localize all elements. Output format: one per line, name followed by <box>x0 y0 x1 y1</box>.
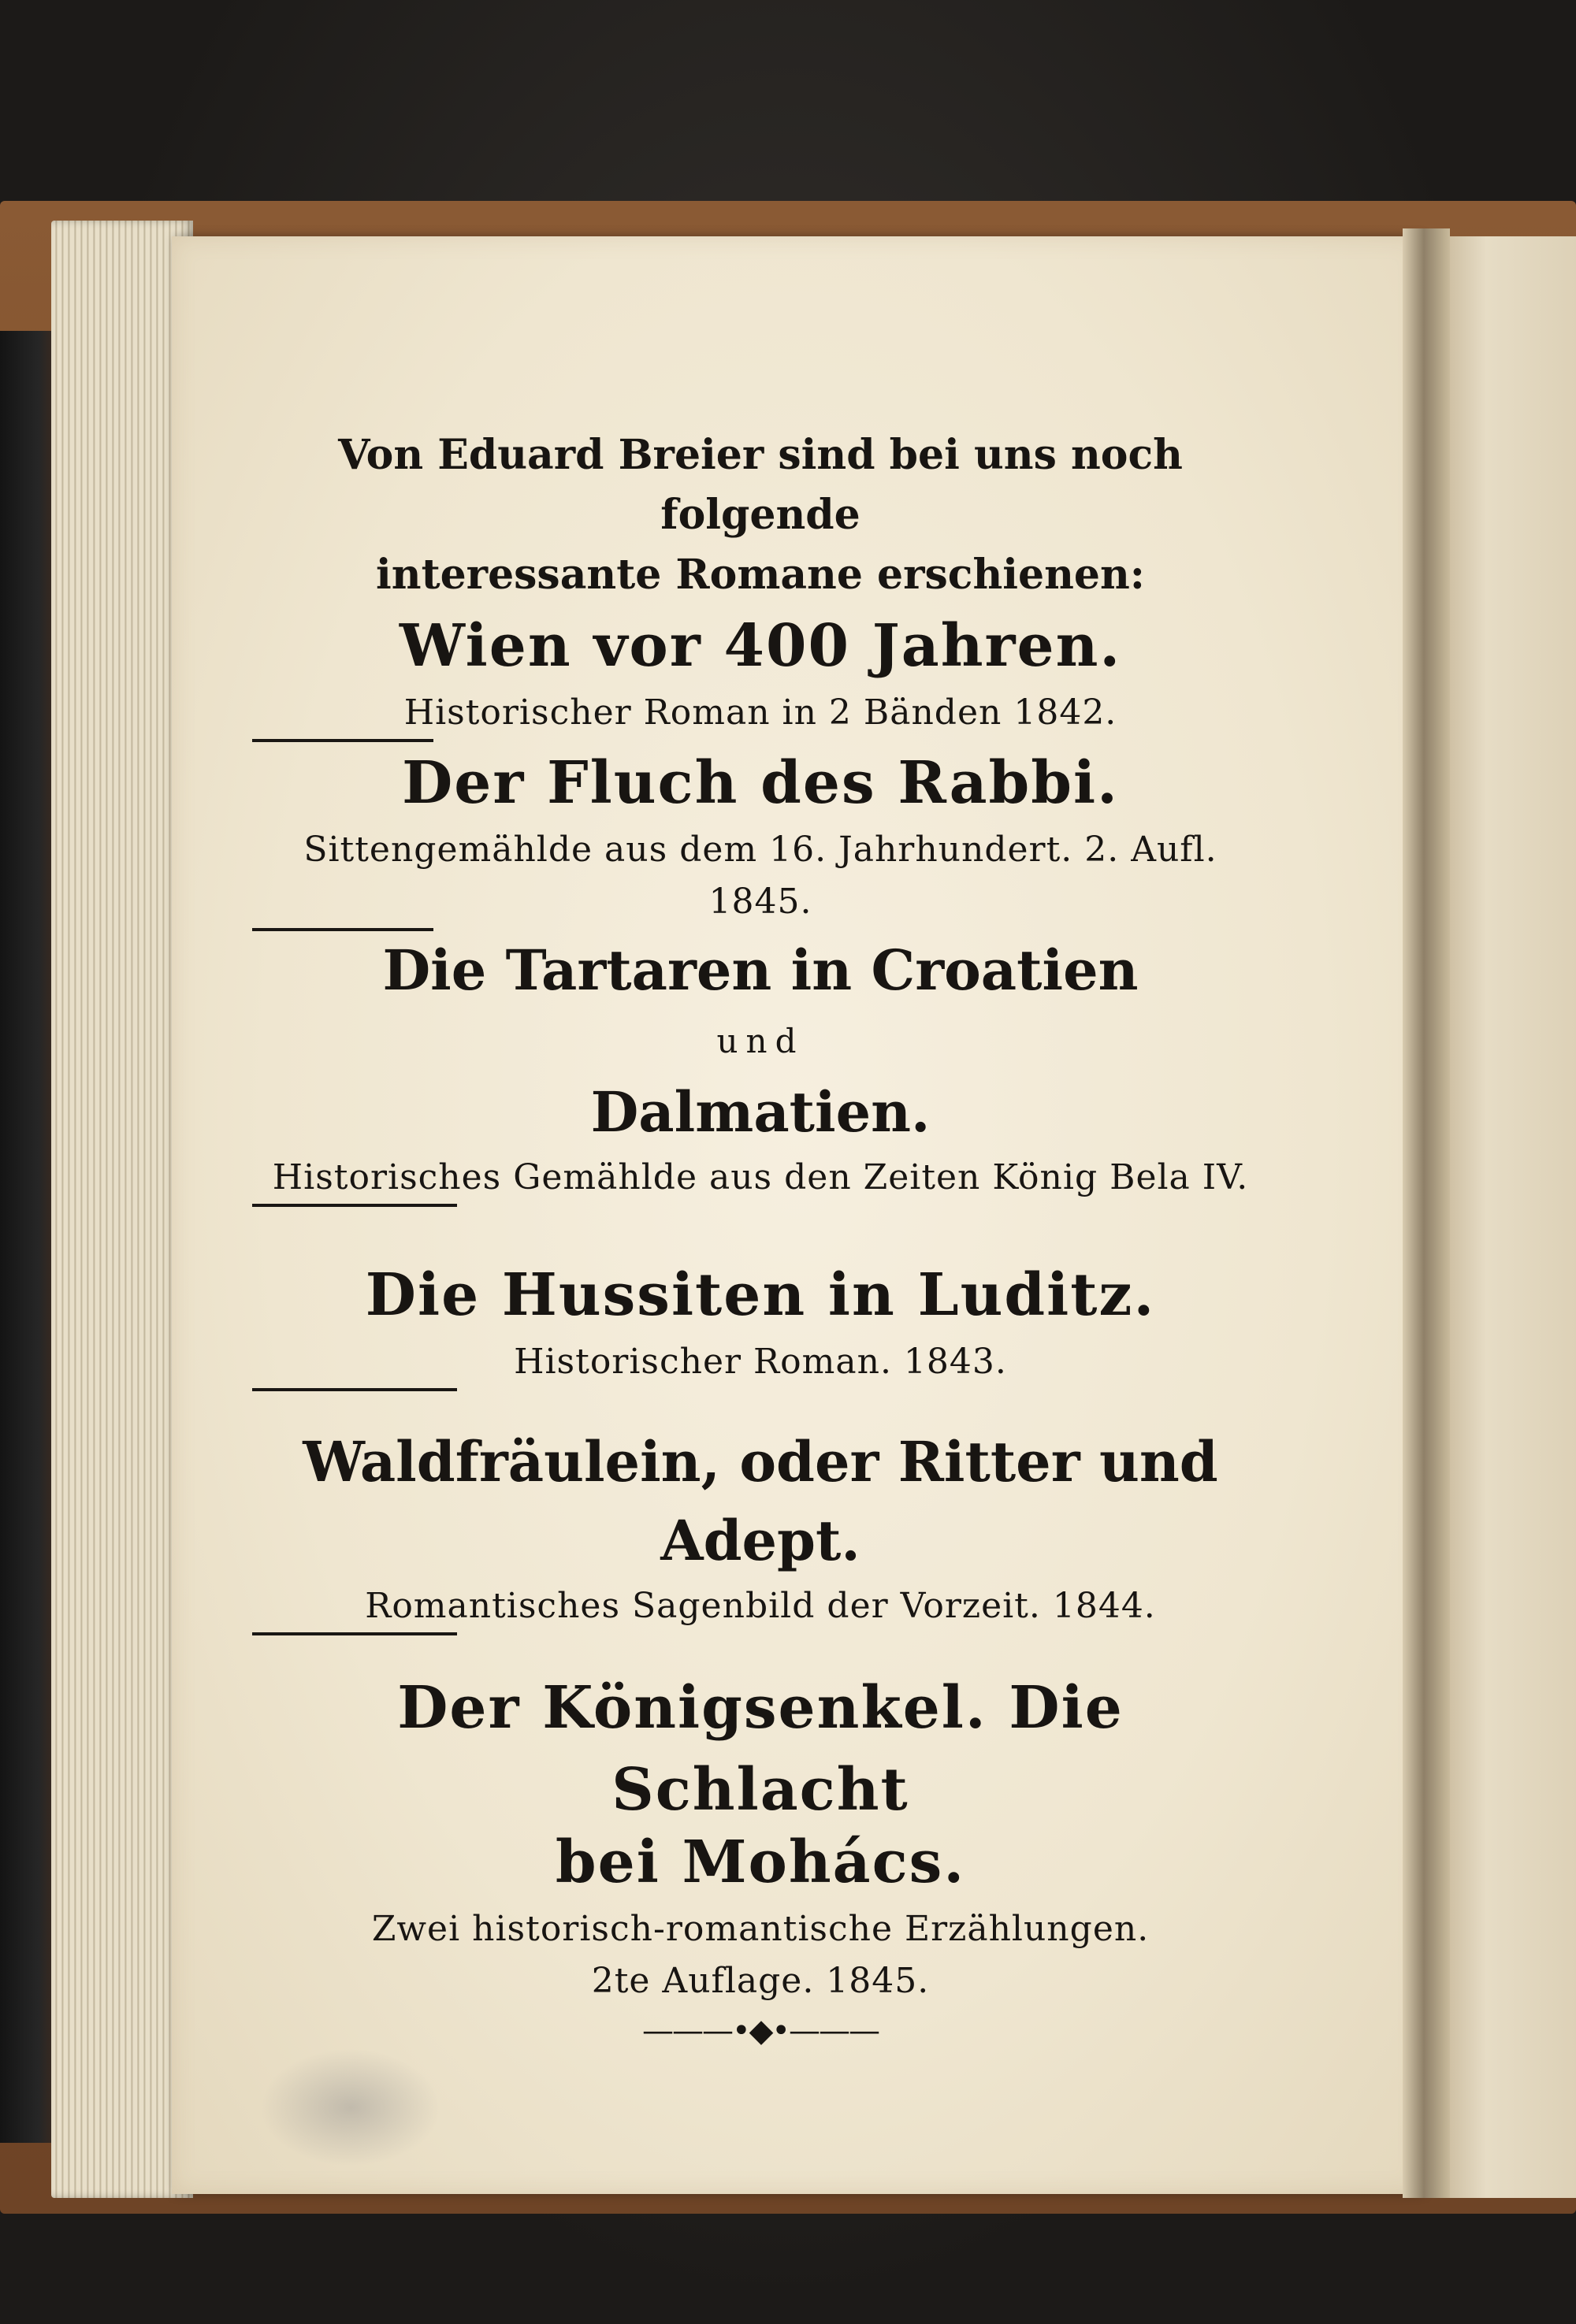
intro-line-2: interessante Romane erschienen: <box>376 551 1145 599</box>
divider-rule <box>252 1204 457 1207</box>
book-title-3-connector: und <box>716 1022 805 1060</box>
book-title-4: Die Hussiten in Luditz. <box>365 1261 1156 1329</box>
book-title-3: Die Tartaren in Croatien <box>382 937 1139 1003</box>
advertisement-text <box>252 425 1269 2055</box>
page-stain <box>260 2048 441 2166</box>
book-title-2: Der Fluch des Rabbi. <box>402 749 1119 817</box>
cover-spine-shadow <box>0 331 55 2143</box>
book-subtitle-6-line-1: Zwei historisch-romantische Erzählungen. <box>371 1909 1150 1949</box>
book-subtitle-1: Historischer Roman in 2 Bänden 1842. <box>403 692 1117 733</box>
book-title-5: Waldfräulein, oder Ritter und Adept. <box>303 1429 1218 1573</box>
book-title-6-line-1: Der Königsenkel. Die Schlacht <box>397 1674 1124 1824</box>
divider-rule <box>252 1632 457 1635</box>
facing-page <box>1438 236 1576 2198</box>
divider-rule <box>252 1388 457 1391</box>
intro-line-1: Von Eduard Breier sind bei uns noch folgende <box>338 431 1183 539</box>
ornament-divider: ———•◆•——— <box>642 2013 879 2049</box>
page-gutter <box>1403 228 1450 2198</box>
book-subtitle-3: Historisches Gemählde aus den Zeiten König Bela IV. <box>272 1157 1249 1197</box>
book-title-6-line-2: bei Mohács. <box>555 1828 966 1896</box>
book-subtitle-6-line-2: 2te Auflage. 1845. <box>591 1961 930 2001</box>
book-subtitle-5: Romantisches Sagenbild der Vorzeit. 1844. <box>365 1586 1156 1626</box>
book-subtitle-2: Sittengemählde aus dem 16. Jahrhundert. 2. Aufl. 1845. <box>303 830 1217 922</box>
book-title-1: Wien vor 400 Jahren. <box>399 612 1122 680</box>
book-title-3-line-2: Dalmatien. <box>590 1079 931 1145</box>
book-subtitle-4: Historischer Roman. 1843. <box>514 1342 1007 1382</box>
